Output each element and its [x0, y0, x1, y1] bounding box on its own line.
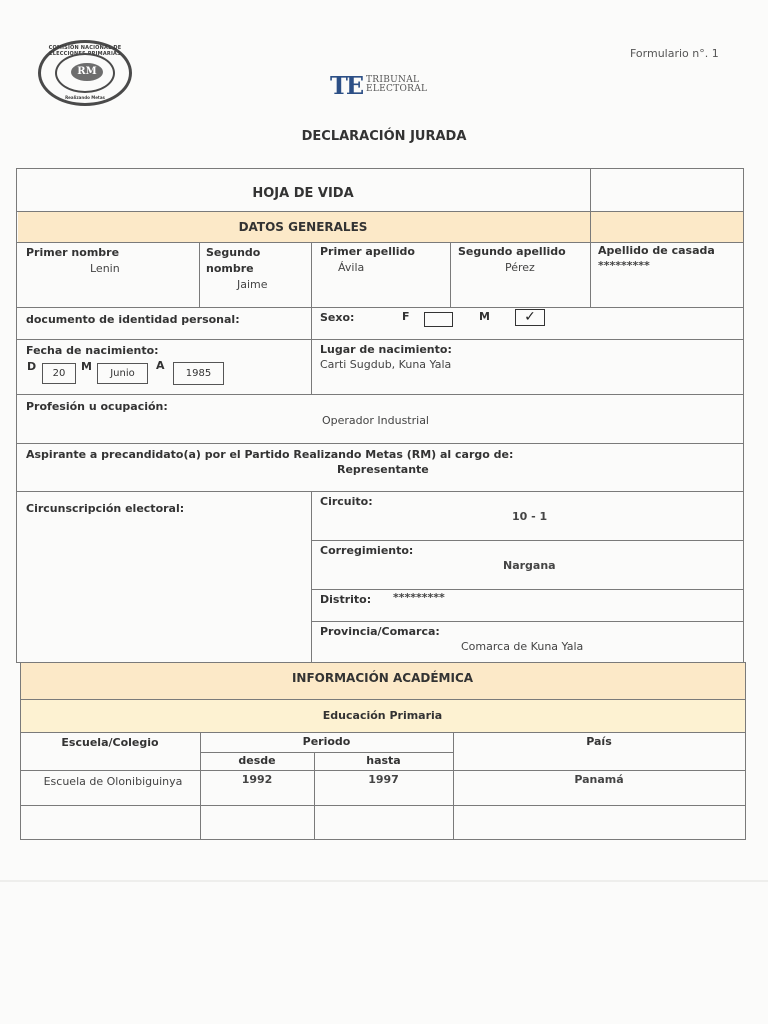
- married-surname-label: Apellido de casada: [598, 244, 715, 257]
- to-header: hasta: [366, 754, 401, 767]
- check-mark-icon: ✓: [524, 309, 536, 325]
- party-seal-logo: [38, 40, 132, 106]
- province-value: Comarca de Kuna Yala: [461, 640, 584, 653]
- primary-band-bottom: [20, 732, 745, 733]
- id-document-label: documento de identidad personal:: [26, 313, 240, 326]
- form-title: HOJA DE VIDA: [252, 186, 354, 201]
- academic-row-1-school: Escuela de Olonibiguinya: [43, 775, 183, 788]
- from-header: desde: [238, 754, 276, 767]
- id-sex-divider: [311, 307, 312, 394]
- corregimiento-row-bottom: [311, 589, 744, 590]
- birth-month-box: Junio: [97, 363, 148, 384]
- circumscription-label: Circunscripción electoral:: [26, 502, 185, 515]
- names-divider-3: [450, 242, 451, 307]
- names-divider-2: [311, 242, 312, 307]
- sex-label: Sexo:: [320, 311, 355, 324]
- id-row-bottom: [16, 339, 744, 340]
- primary-education-title: Educación Primaria: [322, 709, 443, 722]
- circumscription-divider: [311, 491, 312, 662]
- corregimiento-value: Nargana: [503, 559, 556, 572]
- birth-month-letter: M: [81, 360, 92, 373]
- country-header: País: [586, 735, 612, 748]
- aspirant-label: Aspirante a precandidato(a) por el Partido Realizando Metas (RM) al cargo de:: [26, 448, 514, 461]
- birth-row-bottom: [16, 394, 744, 395]
- first-name-value: Lenin: [90, 262, 120, 275]
- school-header: Escuela/Colegio: [61, 736, 159, 749]
- page-edge-shadow: [0, 880, 768, 882]
- tribunal-name: [366, 76, 427, 94]
- second-name-label-1: Segundo: [206, 246, 261, 259]
- profession-value: Operador Industrial: [322, 414, 429, 427]
- first-surname-value: Ávila: [338, 261, 365, 274]
- form-number: Formulario n°. 1: [630, 47, 719, 60]
- tribunal-line-2: ELECTORAL: [366, 84, 428, 94]
- general-band-bottom: [16, 242, 744, 243]
- academic-band-bottom: [20, 699, 745, 700]
- birth-year-letter: A: [156, 359, 165, 372]
- second-surname-value: Pérez: [505, 261, 535, 274]
- general-block-bottom: [16, 662, 746, 663]
- birth-place-value: Carti Sugdub, Kuna Yala: [320, 358, 452, 371]
- birth-year-box: 1985: [173, 362, 224, 385]
- period-divider: [453, 732, 454, 840]
- tribunal-mark: TE: [330, 71, 363, 100]
- birth-date-label: Fecha de nacimiento:: [26, 344, 159, 357]
- province-label: Provincia/Comarca:: [320, 625, 440, 638]
- sex-f-checkbox[interactable]: [424, 312, 453, 327]
- profession-row-bottom: [16, 443, 744, 444]
- circuit-value: 10 - 1: [512, 510, 548, 523]
- profession-label: Profesión u ocupación:: [26, 400, 168, 413]
- period-header: Periodo: [302, 735, 351, 748]
- second-name-value: Jaime: [237, 278, 268, 291]
- birth-day-box: 20: [42, 363, 76, 384]
- second-surname-label: Segundo apellido: [458, 245, 566, 258]
- academic-border-left: [20, 662, 21, 840]
- tribunal-line-1: TRIBUNAL: [366, 75, 420, 85]
- first-name-label: Primer nombre: [26, 246, 120, 259]
- general-section-title: DATOS GENERALES: [238, 220, 368, 234]
- first-surname-label: Primer apellido: [320, 245, 415, 258]
- district-label: Distrito:: [320, 593, 372, 606]
- title-row-bottom: [16, 211, 744, 212]
- academic-row-1-from: 1992: [241, 773, 273, 786]
- sex-m-label: M: [479, 310, 490, 323]
- birth-day-letter: D: [27, 360, 37, 373]
- second-name-label-2: nombre: [206, 262, 254, 275]
- seal-ring-text: COMISIÓN NACIONAL DE ELECCIONES PRIMARIAS: [48, 45, 122, 57]
- academic-row-1-to: 1997: [368, 773, 399, 786]
- academic-section-title: INFORMACIÓN ACADÉMICA: [291, 671, 474, 685]
- form-border-top: [16, 168, 744, 169]
- birth-place-label: Lugar de nacimiento:: [320, 343, 452, 356]
- period-subheader-line: [200, 752, 453, 753]
- academic-row-2-bottom: [20, 839, 746, 840]
- sex-f-label: F: [402, 310, 410, 323]
- seal-mark: RM: [71, 63, 103, 81]
- academic-header-bottom: [20, 770, 745, 771]
- names-divider-1: [199, 242, 200, 307]
- circuit-label: Circuito:: [320, 495, 373, 508]
- academic-row-1-country: Panamá: [574, 773, 624, 786]
- seal-subtitle: Realizando Metas: [65, 95, 105, 100]
- title-column-divider: [590, 168, 591, 307]
- seal-inner-ring: [55, 53, 115, 93]
- aspirant-row-bottom: [16, 491, 744, 492]
- declaration-title: DECLARACIÓN JURADA: [301, 129, 467, 144]
- academic-row-1-bottom: [20, 805, 745, 806]
- corregimiento-label: Corregimiento:: [320, 544, 414, 557]
- sex-m-checkbox[interactable]: [515, 309, 545, 326]
- names-row-bottom: [16, 307, 744, 308]
- academic-border-right: [745, 662, 746, 840]
- married-surname-value: *********: [598, 259, 650, 272]
- district-row-bottom: [311, 621, 744, 622]
- district-value: *********: [393, 591, 445, 604]
- circuit-row-bottom: [311, 540, 744, 541]
- aspirant-position-value: Representante: [337, 463, 429, 476]
